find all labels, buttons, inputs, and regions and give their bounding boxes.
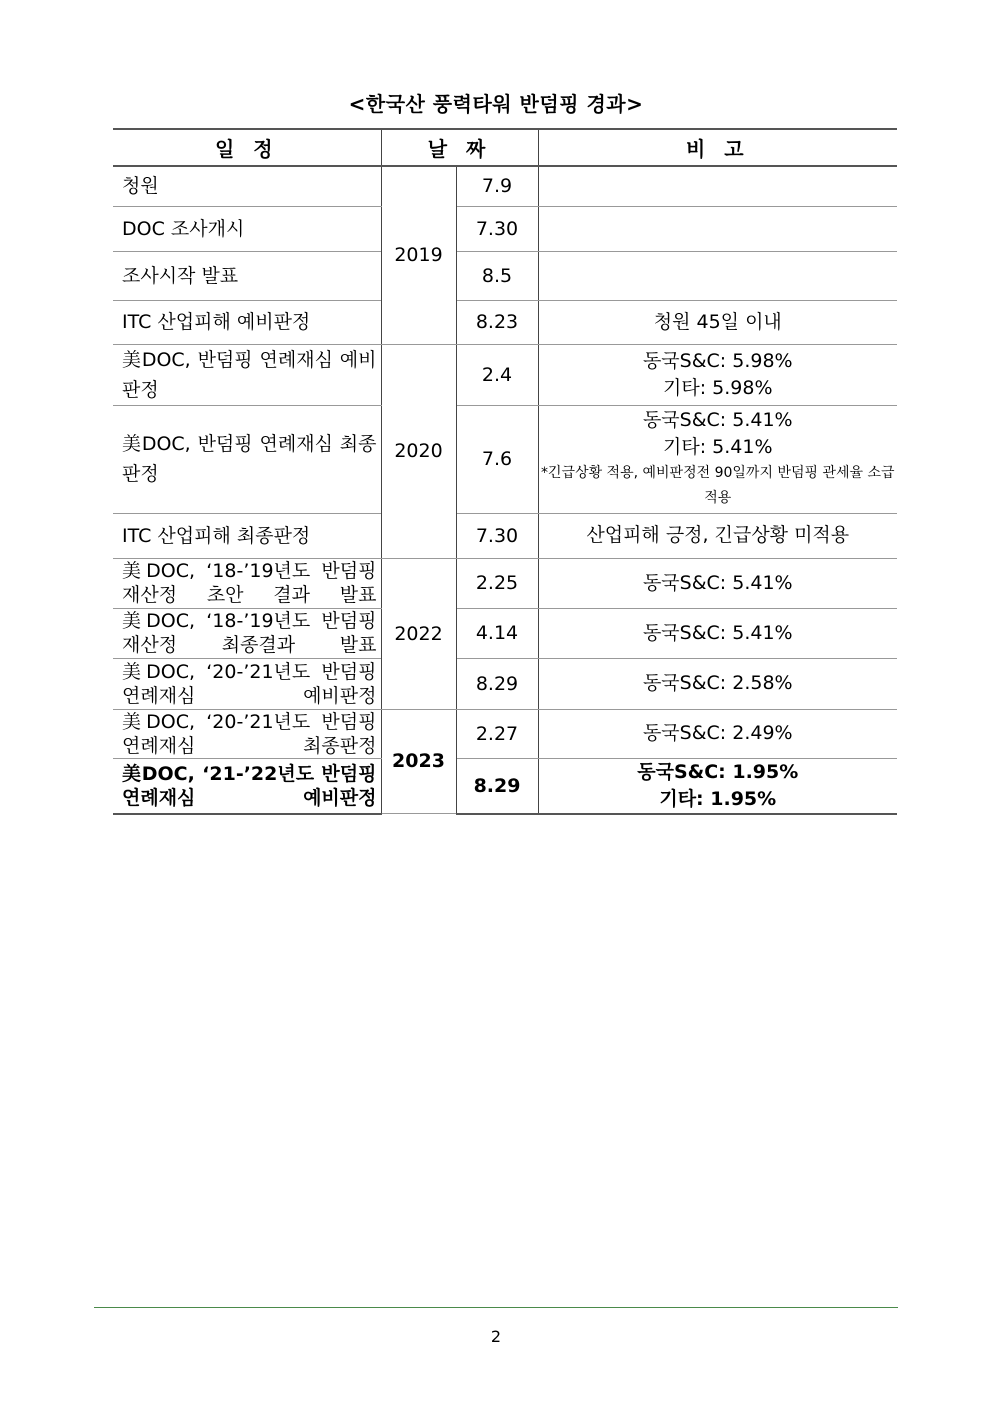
header-date: 날 짜 <box>381 129 538 166</box>
date-cell: 8.29 <box>456 758 538 814</box>
date-cell: 8.29 <box>456 658 538 709</box>
event-cell: 청원 <box>113 166 381 206</box>
event-cell: 美DOC, ‘18-’19년도 반덤핑 재산정 초안 결과 발표 <box>113 558 381 608</box>
date-cell: 7.30 <box>456 513 538 558</box>
table-row <box>113 608 897 658</box>
note-cell <box>538 251 897 300</box>
event-cell: ITC 산업피해 최종판정 <box>113 513 381 558</box>
header-remarks: 비 고 <box>538 129 897 166</box>
footer-divider <box>94 1307 898 1308</box>
note-line: 기타: 5.98% <box>663 376 773 399</box>
note-line: 기타: 1.95% <box>659 787 777 810</box>
event-cell: 조사시작 발표 <box>113 251 381 300</box>
note-line: 동국S&C: 5.98% <box>642 349 793 372</box>
note-cell: 동국S&C: 5.41% <box>538 558 897 608</box>
date-cell: 4.14 <box>456 608 538 658</box>
table-row <box>113 300 897 344</box>
table-row <box>113 344 897 405</box>
header-schedule: 일 정 <box>113 129 381 166</box>
note-cell: 청원 45일 이내 <box>538 300 897 344</box>
note-line: 동국S&C: 1.95% <box>637 760 799 783</box>
date-cell: 8.5 <box>456 251 538 300</box>
note-cell <box>538 344 897 405</box>
table-row <box>113 251 897 300</box>
table-title: <한국산 풍력타워 반덤핑 경과> <box>348 92 644 116</box>
note-cell: 동국S&C: 5.41% <box>538 608 897 658</box>
table-row <box>113 206 897 251</box>
note-cell <box>538 166 897 206</box>
note-cell: 동국S&C: 2.58% <box>538 658 897 709</box>
table-row <box>113 758 897 814</box>
note-cell <box>538 405 897 513</box>
date-cell: 8.23 <box>456 300 538 344</box>
table-row <box>113 658 897 709</box>
table-row <box>113 166 897 206</box>
antidumping-timeline-table <box>113 128 897 815</box>
year-cell: 2023 <box>381 709 456 814</box>
event-cell: 美DOC, ‘21-’22년도 반덤핑 연례재심 예비판정 <box>113 758 381 814</box>
event-cell: DOC 조사개시 <box>113 206 381 251</box>
table-row <box>113 558 897 608</box>
event-cell: ITC 산업피해 예비판정 <box>113 300 381 344</box>
date-cell: 7.9 <box>456 166 538 206</box>
table-row <box>113 709 897 758</box>
note-cell <box>538 206 897 251</box>
year-cell: 2020 <box>381 344 456 558</box>
table-row <box>113 405 897 513</box>
date-cell: 7.6 <box>456 405 538 513</box>
note-footnote: *긴급상황 적용, 예비판정전 90일까지 반덤핑 관세율 소급적용 <box>541 465 895 506</box>
page-number: 2 <box>490 1327 502 1346</box>
date-cell: 2.4 <box>456 344 538 405</box>
date-cell: 2.27 <box>456 709 538 758</box>
table-row <box>113 513 897 558</box>
year-cell: 2022 <box>381 558 456 709</box>
event-cell: 美DOC, ‘18-’19년도 반덤핑 재산정 최종결과 발표 <box>113 608 381 658</box>
date-cell: 7.30 <box>456 206 538 251</box>
note-cell: 동국S&C: 2.49% <box>538 709 897 758</box>
event-cell: 美DOC, 반덤핑 연례재심 예비판정 <box>113 344 381 405</box>
event-cell: 美DOC, ‘20-’21년도 반덤핑 연례재심 최종판정 <box>113 709 381 758</box>
year-cell: 2019 <box>381 166 456 344</box>
note-cell <box>538 758 897 814</box>
event-cell: 美DOC, 반덤핑 연례재심 최종판정 <box>113 405 381 513</box>
event-cell: 美DOC, ‘20-’21년도 반덤핑 연례재심 예비판정 <box>113 658 381 709</box>
note-line: 동국S&C: 5.41% <box>642 409 793 431</box>
date-cell: 2.25 <box>456 558 538 608</box>
note-cell: 산업피해 긍정, 긴급상황 미적용 <box>538 513 897 558</box>
note-line: 기타: 5.41% <box>663 436 773 458</box>
